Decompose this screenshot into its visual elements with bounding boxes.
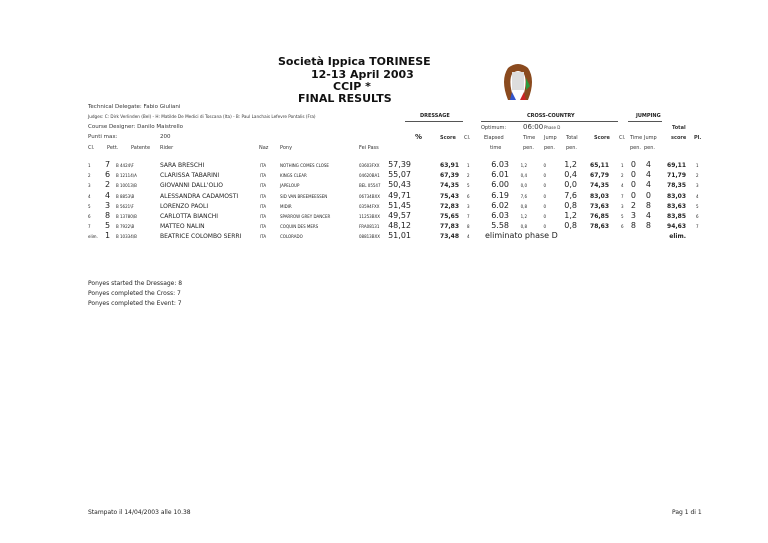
cell-elapsed: 5.58 xyxy=(491,221,509,231)
cell-tpen: 1,2 xyxy=(520,214,527,219)
cell-jt: 8 xyxy=(630,221,636,231)
summary-cross: Ponyes completed the Cross: 7 xyxy=(88,290,181,297)
cell-patente: B 13780\B xyxy=(116,214,137,219)
cell-jt: 2 xyxy=(630,200,636,210)
cell-rider: SARA BRESCHI xyxy=(160,162,205,169)
cell-dscore: 67,39 xyxy=(440,172,459,180)
header-elapsed-time: time xyxy=(490,145,502,151)
cell-jj: 8 xyxy=(645,221,651,231)
header-total: Total xyxy=(672,125,686,131)
summary-event: Ponyes completed the Event: 7 xyxy=(88,300,182,307)
cell-pony: COLORADO xyxy=(280,234,303,240)
cell-rider: LORENZO PAOLI xyxy=(160,202,209,210)
cell-total: 69,11 xyxy=(667,162,686,169)
cell-pett: 8 xyxy=(105,211,111,220)
cell-naz: ITA xyxy=(260,214,267,219)
cell-dcl: 3 xyxy=(467,203,470,209)
cell-fei: 03594FXX xyxy=(359,203,380,209)
header-patente: Patente xyxy=(131,145,151,151)
cell-tpen: 0,4 xyxy=(520,173,527,179)
cell-pett: 4 xyxy=(105,190,111,200)
cell-cl: 3 xyxy=(88,183,91,189)
header-rider: Rider xyxy=(160,145,174,151)
cell-naz: ITA xyxy=(260,203,267,209)
header-jump-jump: Jump xyxy=(644,135,657,141)
summary-dressage: Ponyes started the Dressage: 8 xyxy=(88,280,183,287)
cell-xscore: 74,35 xyxy=(590,182,609,190)
cell-fei: BEL 05547 xyxy=(359,183,381,189)
cell-pct: 57,39 xyxy=(388,160,411,169)
cell-xcl: 6 xyxy=(621,224,624,230)
cross-country-header: CROSS-COUNTRY xyxy=(527,113,575,119)
course-designer: Course Designer: Danilo Maistrello xyxy=(88,124,183,130)
cell-rider: BEATRICE COLOMBO SERRI xyxy=(160,233,242,241)
header-cl: Cl. xyxy=(88,145,95,151)
cell-pct: 49,71 xyxy=(388,190,411,200)
cell-pony: COQUIN DES MERS xyxy=(280,224,319,230)
header-jump-pen: Jump xyxy=(544,135,557,141)
cell-jpen: 0 xyxy=(543,203,546,209)
cell-fei: FRA08131 xyxy=(359,224,380,230)
cell-totpen: 1,2 xyxy=(564,211,577,220)
cell-rider: MATTEO NALIN xyxy=(160,223,205,231)
cell-tpen: 1,2 xyxy=(520,163,527,168)
cell-elapsed: 6.02 xyxy=(491,200,509,210)
cell-pett: 7 xyxy=(105,160,111,169)
header-pen: pen. xyxy=(544,145,556,151)
header-jump-time: Time xyxy=(630,135,643,141)
cell-patente: B 5621\F xyxy=(116,203,134,209)
page-number: Pag 1 di 1 xyxy=(672,509,702,516)
header-fei-pass: Fei Pass xyxy=(359,145,379,151)
cell-pett: 2 xyxy=(105,180,111,190)
cell-tpen: 0,8 xyxy=(520,224,527,230)
cell-jj: 4 xyxy=(645,180,651,190)
cell-pct: 55,07 xyxy=(388,170,411,180)
cell-xscore: 65,11 xyxy=(590,162,609,169)
punti-max-value: 200 xyxy=(160,134,171,140)
cell-cl: 5 xyxy=(88,203,91,209)
cell-totpen: 0,8 xyxy=(564,221,577,231)
cell-pl: 2 xyxy=(696,173,699,179)
cell-dcl: 7 xyxy=(467,214,470,219)
cell-patente: B 4424\F xyxy=(116,163,134,168)
optimum-phase: Phase D xyxy=(544,125,561,130)
cell-total: 94,63 xyxy=(667,223,686,231)
cell-jpen: 0 xyxy=(543,224,546,230)
cell-rider: GIOVANNI DALL'OLIO xyxy=(160,182,224,190)
organizer-title: Società Ippica TORINESE xyxy=(278,55,431,68)
cell-patente: B 8853\B xyxy=(116,193,135,199)
header-pen: pen. xyxy=(566,145,578,151)
cell-dcl: 1 xyxy=(467,163,470,168)
cell-elapsed: 6.03 xyxy=(491,160,509,169)
cell-xscore: 83,03 xyxy=(590,192,609,200)
header-total-score: score xyxy=(671,135,687,141)
cell-pett: 3 xyxy=(105,200,111,210)
print-timestamp: Stampato il 14/04/2003 alle 10.38 xyxy=(88,509,191,516)
cell-elapsed: 6.19 xyxy=(491,190,509,200)
cell-naz: ITA xyxy=(260,234,267,240)
cell-total: 78,35 xyxy=(667,182,686,190)
cell-jt: 0 xyxy=(630,160,636,169)
cell-patente: B 10334\B xyxy=(116,234,137,240)
cell-xcl: 1 xyxy=(621,163,624,168)
club-logo-horseshoe-icon xyxy=(500,60,536,104)
header-cross-cl: Cl. xyxy=(619,135,626,141)
cell-naz: ITA xyxy=(260,183,267,189)
cell-totpen: 0,0 xyxy=(564,180,577,190)
cell-fei: 03603FXX xyxy=(359,163,380,168)
cell-jt: 0 xyxy=(630,180,636,190)
event-dates: 12-13 April 2003 xyxy=(311,68,414,81)
cell-dcl: 2 xyxy=(467,173,470,179)
cell-jj: 4 xyxy=(645,170,651,180)
cell-fei: 08813BXX xyxy=(359,234,380,240)
cell-jpen: 0 xyxy=(543,163,546,168)
cell-xscore: 67,79 xyxy=(590,172,609,180)
cell-pett: 1 xyxy=(105,231,111,241)
header-cross-score: Score xyxy=(594,135,610,141)
cell-jt: 0 xyxy=(630,170,636,180)
cell-elapsed: 6.03 xyxy=(491,211,509,220)
cell-rider: CARLOTTA BIANCHI xyxy=(160,213,219,220)
cell-dscore: 75,65 xyxy=(440,213,459,220)
header-naz: Naz xyxy=(259,145,269,151)
cell-cl: elim. xyxy=(88,234,98,240)
cell-jj: 8 xyxy=(645,200,651,210)
cell-xscore: 78,63 xyxy=(590,223,609,231)
cell-total: 83,63 xyxy=(667,202,686,210)
cell-patente: B 10013\B xyxy=(116,183,137,189)
cell-jt: 3 xyxy=(630,211,636,220)
cell-jj: 0 xyxy=(645,190,651,200)
cell-naz: ITA xyxy=(260,224,267,230)
event-class: CCIP * xyxy=(333,80,371,93)
cell-jpen: 0 xyxy=(543,214,546,219)
cell-cl: 2 xyxy=(88,173,91,179)
header-pen: pen. xyxy=(644,145,656,151)
cell-dscore: 75,43 xyxy=(440,192,459,200)
cell-elapsed: 6.00 xyxy=(491,180,509,190)
cell-rider: ALESSANDRA CADAMOSTI xyxy=(160,192,239,200)
header-dressage-cl: Cl. xyxy=(464,135,471,141)
cell-dscore: 63,91 xyxy=(440,162,459,169)
cell-jt: 0 xyxy=(630,190,636,200)
dressage-header: DRESSAGE xyxy=(420,113,450,119)
cell-patente: B 12114\A xyxy=(116,173,137,179)
header-dressage-score: Score xyxy=(440,135,456,141)
cell-cl: 7 xyxy=(88,224,91,230)
jumping-header: JUMPING xyxy=(636,113,661,119)
judges: Judges: C: Dirk Verlinden (Bel) - H: Matilde De Medici di Toscana (Ita) - B: Paul Lanchais Lefevre Pontalis (Fra) xyxy=(88,114,316,119)
table-row xyxy=(0,231,768,245)
cell-xcl: 4 xyxy=(621,183,624,189)
cell-tpen: 0,0 xyxy=(520,183,527,189)
header-pen: pen. xyxy=(523,145,535,151)
technical-delegate: Technical Delegate: Fabio Giuliani xyxy=(88,104,181,110)
cell-pett: 6 xyxy=(105,170,111,180)
cell-rider: CLARISSA TABARINI xyxy=(160,172,220,180)
document-title: FINAL RESULTS xyxy=(298,92,392,105)
cell-total: elim. xyxy=(669,233,686,241)
cell-xscore: 73,63 xyxy=(590,202,609,210)
cell-pl: 1 xyxy=(696,163,699,168)
cell-totpen: 0,4 xyxy=(564,170,577,180)
header-time-pen: Time xyxy=(523,135,536,141)
cell-pl: 6 xyxy=(696,214,699,219)
cell-elapsed: eliminato phase D xyxy=(485,231,558,241)
cell-dscore: 72,83 xyxy=(440,202,459,210)
cell-totpen: 7,6 xyxy=(564,190,577,200)
cell-total: 83,85 xyxy=(667,213,686,220)
cell-totpen: 0,8 xyxy=(564,200,577,210)
cell-xcl: 5 xyxy=(621,214,624,219)
cell-jj: 4 xyxy=(645,160,651,169)
cell-fei: 04620BA1 xyxy=(359,173,380,179)
cell-elapsed: 6.01 xyxy=(491,170,509,180)
cell-pct: 51,01 xyxy=(388,231,411,241)
cell-pl: 4 xyxy=(696,193,699,199)
cell-xcl: 7 xyxy=(621,193,624,199)
cell-pct: 48,12 xyxy=(388,221,411,231)
cell-patente: B 7922\B xyxy=(116,224,135,230)
cell-pett: 5 xyxy=(105,221,111,231)
cell-pony: MIDIR xyxy=(280,203,292,209)
optimum-time: 06:00 xyxy=(523,123,544,131)
cell-naz: ITA xyxy=(260,163,267,168)
cell-xcl: 2 xyxy=(621,173,624,179)
cell-pl: 7 xyxy=(696,224,699,230)
cell-pct: 49,57 xyxy=(388,211,411,220)
cell-pony: SPARROW GREY DANCER xyxy=(280,214,331,219)
cell-pony: NOTHING COMES CLOSE xyxy=(280,163,329,168)
cell-pony: SID VAN BREEMEESSEN xyxy=(280,193,328,199)
cell-dscore: 77,83 xyxy=(440,223,459,231)
cell-dcl: 8 xyxy=(467,224,470,230)
cell-pl: 5 xyxy=(696,203,699,209)
cell-cl: 6 xyxy=(88,214,91,219)
cell-jpen: 0 xyxy=(543,183,546,189)
cell-tpen: 0,8 xyxy=(520,203,527,209)
cell-jj: 4 xyxy=(645,211,651,220)
cell-dcl: 5 xyxy=(467,183,470,189)
cell-dcl: 6 xyxy=(467,193,470,199)
header-pl: Pl. xyxy=(694,135,702,141)
header-total-pen: Total xyxy=(566,135,578,141)
header-pony: Pony xyxy=(280,145,293,151)
cell-pony: JAPELOUP xyxy=(280,183,300,189)
cell-dcl: 4 xyxy=(467,234,470,240)
header-pct: % xyxy=(415,133,423,141)
cell-tpen: 7,6 xyxy=(520,193,527,199)
cell-xcl: 3 xyxy=(621,203,624,209)
cell-dscore: 73,48 xyxy=(440,233,459,241)
cell-naz: ITA xyxy=(260,193,267,199)
cell-pct: 50,43 xyxy=(388,180,411,190)
cell-xscore: 76,85 xyxy=(590,213,609,220)
header-elapsed: Elapsed xyxy=(484,135,504,141)
cell-jpen: 0 xyxy=(543,193,546,199)
optimum-label: Optimum: xyxy=(481,125,507,131)
punti-max-label: Punti max: xyxy=(88,134,118,140)
cell-pl: 3 xyxy=(696,183,699,189)
cell-naz: ITA xyxy=(260,173,267,179)
cell-totpen: 1,2 xyxy=(564,160,577,169)
cell-cl: 1 xyxy=(88,163,91,168)
cell-fei: 11253BXX xyxy=(359,214,380,219)
cell-pct: 51,45 xyxy=(388,200,411,210)
cell-total: 83,03 xyxy=(667,192,686,200)
cell-jpen: 0 xyxy=(543,173,546,179)
cell-fei: 06734BXX xyxy=(359,193,380,199)
cell-total: 71,79 xyxy=(667,172,686,180)
cell-cl: 4 xyxy=(88,193,91,199)
cell-dscore: 74,35 xyxy=(440,182,459,190)
header-pett: Pett. xyxy=(107,145,119,151)
cell-pony: KINGS CLEAR xyxy=(280,173,307,179)
header-pen: pen. xyxy=(630,145,642,151)
